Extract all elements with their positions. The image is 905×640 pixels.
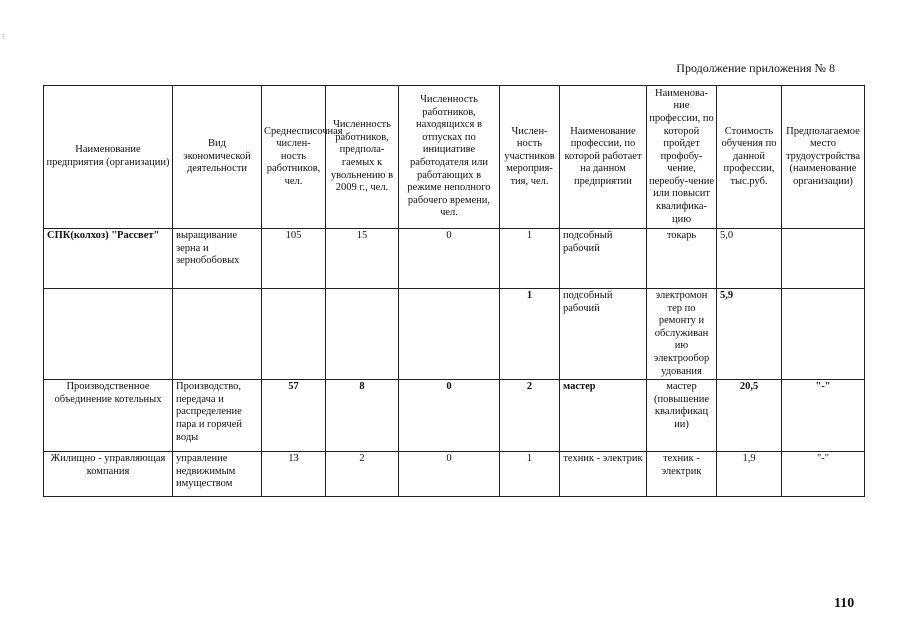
cell-employment-place [782, 229, 865, 289]
cell-activity: выращивание зерна и зернобобовых [173, 229, 262, 289]
cell-employment-place: "-" [782, 452, 865, 497]
cell-cost: 1,9 [717, 452, 782, 497]
cell-organization: СПК(колхоз) "Рассвет" [44, 229, 173, 289]
page-number: 110 [834, 596, 855, 611]
cell-planned-dismissal [326, 289, 399, 380]
col-header: Среднесписочная числен-ность работников, чел. [262, 86, 326, 229]
cell-current-profession: техник - электрик [560, 452, 647, 497]
col-header: Стоимость обучения по данной профессии, тыс.руб. [717, 86, 782, 229]
cell-part-time: 0 [399, 229, 500, 289]
cell-training-profession: техник - электрик [647, 452, 717, 497]
cell-training-profession: мастер (повышение квалификац ии) [647, 380, 717, 452]
col-header: Численность работников, предпола-гаемых к увольнению в 2009 г., чел. [326, 86, 399, 229]
cell-avg-headcount: 13 [262, 452, 326, 497]
col-header: Вид экономической деятельности [173, 86, 262, 229]
cell-current-profession: подсобный рабочий [560, 289, 647, 380]
col-header: Предполагаемое место трудоустройства (наименование организации) [782, 86, 865, 229]
table-row [44, 380, 865, 452]
cell-cost: 20,5 [717, 380, 782, 452]
cell-activity: Производство, передача и распределение пара и горячей воды [173, 380, 262, 452]
table-row [44, 289, 865, 380]
col-header: Численность работников, находящихся в отпусках по инициативе работодателя или работающих в режиме неполного рабочего времени, чел. [399, 86, 500, 229]
col-header: Наименование профессии, по которой работает на данном предприятии [560, 86, 647, 229]
margin-mark: ⁝ [2, 32, 5, 41]
cell-avg-headcount: 105 [262, 229, 326, 289]
cell-organization: Жилищно - управляющая компания [44, 452, 173, 497]
cell-current-profession: подсобный рабочий [560, 229, 647, 289]
header-row [44, 86, 865, 229]
cell-participants: 1 [500, 229, 560, 289]
cell-avg-headcount: 57 [262, 380, 326, 452]
cell-avg-headcount [262, 289, 326, 380]
cell-participants: 1 [500, 289, 560, 380]
cell-participants: 1 [500, 452, 560, 497]
cell-part-time: 0 [399, 380, 500, 452]
cell-part-time: 0 [399, 452, 500, 497]
col-header: Наименова-ние профессии, по которой пройдет профобу-чение, переобу-чение или повысит квалифика-цию [647, 86, 717, 229]
cell-organization [44, 289, 173, 380]
cell-activity: управление недвижимым имуществом [173, 452, 262, 497]
cell-activity [173, 289, 262, 380]
cell-current-profession: мастер [560, 380, 647, 452]
cell-employment-place [782, 289, 865, 380]
cell-cost: 5,0 [717, 229, 782, 289]
cell-planned-dismissal: 8 [326, 380, 399, 452]
cell-training-profession: электромон тер по ремонту и обслуживан ию электрообор удования [647, 289, 717, 380]
appendix-caption: Продолжение приложения № 8 [676, 61, 835, 75]
cell-employment-place: "-" [782, 380, 865, 452]
training-table [43, 85, 865, 497]
col-header: Числен-ность участников мероприя-тия, чел. [500, 86, 560, 229]
cell-participants: 2 [500, 380, 560, 452]
cell-part-time [399, 289, 500, 380]
col-header: Наименование предприятия (организации) [44, 86, 173, 229]
table-row [44, 229, 865, 289]
cell-planned-dismissal: 2 [326, 452, 399, 497]
cell-organization: Производственное объединение котельных [44, 380, 173, 452]
table-row [44, 452, 865, 497]
cell-planned-dismissal: 15 [326, 229, 399, 289]
cell-training-profession: токарь [647, 229, 717, 289]
cell-cost: 5,9 [717, 289, 782, 380]
